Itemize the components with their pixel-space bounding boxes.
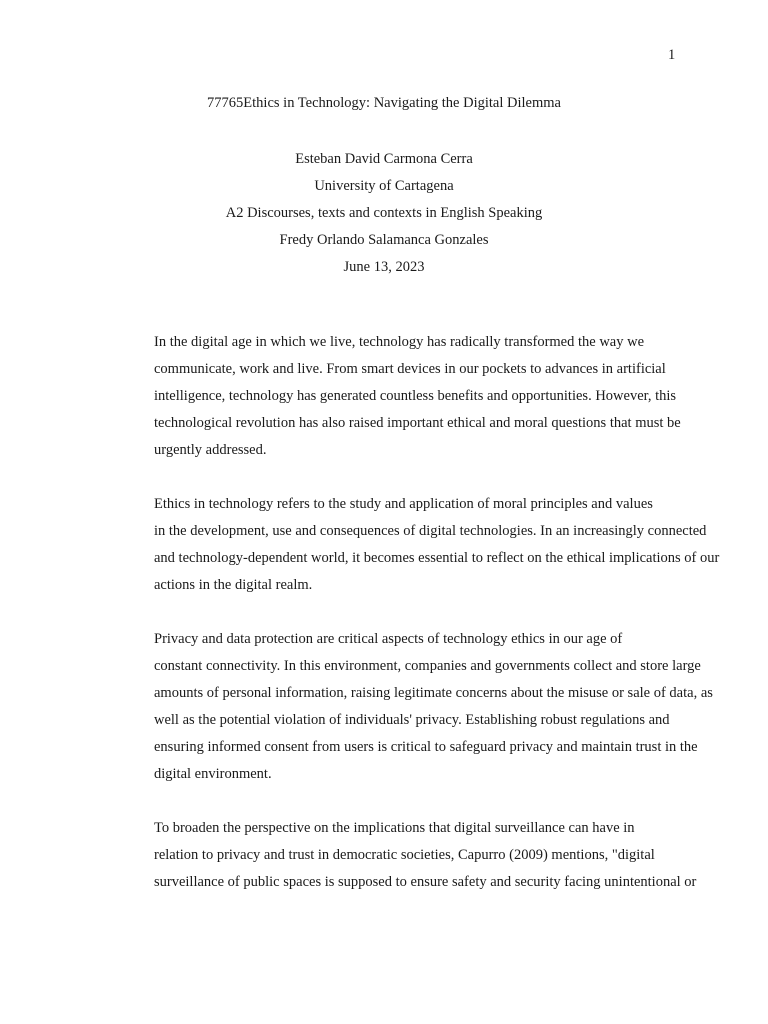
paragraph-line: well as the potential violation of individuals' privacy. Establishing robust regulations and [154,712,670,728]
paragraph-line: constant connectivity. In this environment, companies and governments collect and store large [154,658,701,674]
paragraph-line: relation to privacy and trust in democratic societies, Capurro (2009) mentions, "digital [154,847,655,863]
author-name: Esteban David Carmona Cerra [295,151,473,167]
paragraph-line: amounts of personal information, raising legitimate concerns about the misuse or sale of data, as [154,685,713,701]
paragraph-intro [90,329,681,464]
paragraph-line: To broaden the perspective on the implications that digital surveillance can have in [154,820,635,836]
institution-name: University of Cartagena [314,178,454,194]
paragraph-surveillance [90,815,697,896]
paragraph-line: in the development, use and consequences of digital technologies. In an increasingly connected [154,523,707,539]
document-title: 77765Ethics in Technology: Navigating the Digital Dilemma [207,95,561,111]
paragraph-ethics-definition [90,491,720,599]
paragraph-line: urgently addressed. [154,442,267,458]
document-body [90,329,720,923]
paragraph-line: Privacy and data protection are critical aspects of technology ethics in our age of [154,631,623,647]
paragraph-line: and technology-dependent world, it becomes essential to reflect on the ethical implications of our [154,550,720,566]
title-page-block [0,146,768,281]
paragraph-line: ensuring informed consent from users is critical to safeguard privacy and maintain trust in the [154,739,698,755]
paragraph-line: communicate, work and live. From smart devices in our pockets to advances in artificial [154,361,666,377]
paragraph-line: surveillance of public spaces is supposed to ensure safety and security facing unintentional or [154,874,697,890]
course-name: A2 Discourses, texts and contexts in English Speaking [225,205,543,221]
paragraph-line: digital environment. [154,766,272,782]
paragraph-line: Ethics in technology refers to the study and application of moral principles and values [154,496,653,512]
paragraph-line: technological revolution has also raised important ethical and moral questions that must be [154,415,681,431]
instructor-name: Fredy Orlando Salamanca Gonzales [279,232,489,248]
paragraph-line: intelligence, technology has generated countless benefits and opportunities. However, this [154,388,677,404]
paragraph-line: In the digital age in which we live, technology has radically transformed the way we [154,334,645,350]
paragraph-privacy [90,626,713,788]
page-number: 1 [668,47,676,63]
document-date: June 13, 2023 [343,259,425,275]
paragraph-line: actions in the digital realm. [154,577,313,593]
